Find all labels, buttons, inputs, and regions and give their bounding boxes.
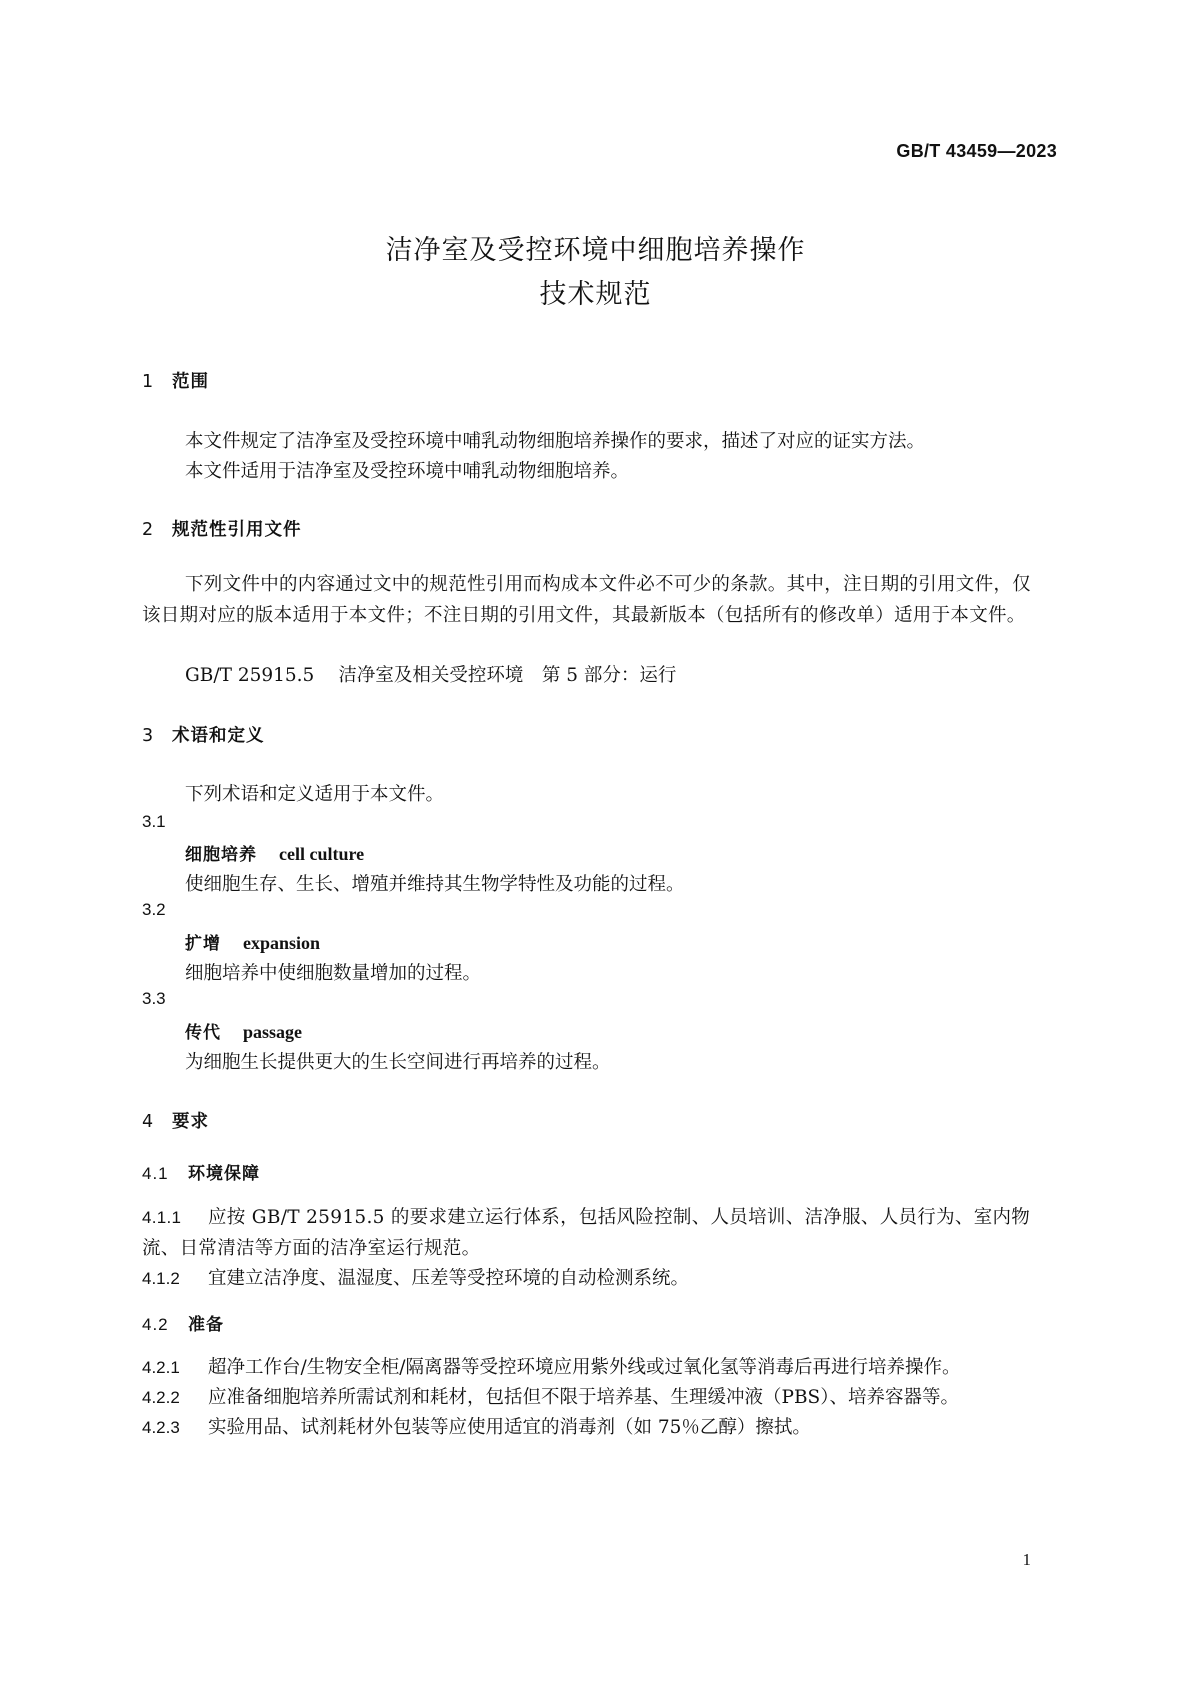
clause-number: 4.1.1: [142, 1208, 182, 1227]
section-title: 规范性引用文件: [172, 520, 302, 540]
subsection-heading: [142, 1159, 260, 1184]
section-title: 要求: [172, 1112, 209, 1132]
section-title: 范围: [172, 372, 209, 392]
term-entry: [185, 1018, 302, 1043]
page-number: 1: [1022, 1550, 1031, 1569]
clause: [142, 1264, 689, 1290]
term-number: 3.2: [142, 900, 166, 919]
normative-reference: [185, 661, 676, 687]
term-chinese: 扩增: [185, 934, 221, 954]
clause-text: 应准备细胞培养所需试剂和耗材，包括但不限于培养基、生理缓冲液（PBS）、培养容器等。: [208, 1387, 959, 1408]
subsection-heading: [142, 1310, 224, 1335]
clause: [142, 1202, 1047, 1264]
term-definition: 使细胞生存、生长、增殖并维持其生物学特性及功能的过程。: [185, 874, 685, 895]
term-chinese: 细胞培养: [185, 845, 257, 865]
term-chinese: 传代: [185, 1023, 221, 1043]
term-english: expansion: [243, 933, 321, 953]
term-number: 3.1: [142, 812, 166, 831]
section-heading: [142, 1108, 209, 1133]
clause: [142, 1413, 811, 1439]
clause-number: 4.2.2: [142, 1388, 180, 1407]
term-entry: [185, 840, 364, 865]
clause-number: 4.2.1: [142, 1358, 180, 1377]
clause-text: 实验用品、试剂耗材外包装等应使用适宜的消毒剂（如 75％乙醇）擦拭。: [208, 1417, 811, 1438]
term-definition: 为细胞生长提供更大的生长空间进行再培养的过程。: [185, 1052, 611, 1073]
term-english: passage: [243, 1022, 303, 1042]
section-number: 4: [142, 1112, 155, 1132]
clause-text: 超净工作台/生物安全柜/隔离器等受控环境应用紫外线或过氧化氢等消毒后再进行培养操作。: [208, 1357, 961, 1378]
subsection-title: 准备: [188, 1315, 224, 1335]
section-number: 3: [142, 726, 155, 746]
paragraph: 下列术语和定义适用于本文件。: [185, 784, 445, 805]
section-title: 术语和定义: [172, 726, 265, 746]
term-number: 3.3: [142, 989, 166, 1008]
subsection-number: 4.1: [142, 1164, 169, 1183]
document-title-line2: 技术规范: [539, 279, 652, 310]
clause-number: 4.2.3: [142, 1418, 180, 1437]
document-title-line1: 洁净室及受控环境中细胞培养操作: [385, 235, 806, 266]
clause: [142, 1353, 960, 1379]
paragraph: 本文件规定了洁净室及受控环境中哺乳动物细胞培养操作的要求，描述了对应的证实方法。: [185, 431, 926, 452]
section-number: 2: [142, 520, 155, 540]
standard-number: GB/T 43459—2023: [896, 141, 1057, 161]
section-number: 1: [142, 372, 155, 392]
reference-title: 洁净室及相关受控环境 第 5 部分：运行: [338, 665, 677, 686]
section-heading: [142, 722, 265, 747]
reference-code: GB/T 25915.5: [185, 665, 315, 686]
term-definition: 细胞培养中使细胞数量增加的过程。: [185, 963, 482, 984]
clause: [142, 1383, 959, 1409]
clause-number: 4.1.2: [142, 1269, 180, 1288]
term-english: cell culture: [279, 844, 365, 864]
subsection-title: 环境保障: [188, 1164, 260, 1184]
clause-text: 应按 GB/T 25915.5 的要求建立运行体系，包括风险控制、人员培训、洁净服、人员行为、室内物流、日常清洁等方面的洁净室运行规范。: [142, 1207, 1031, 1259]
section-heading: [142, 368, 209, 393]
clause-text: 宜建立洁净度、温湿度、压差等受控环境的自动检测系统。: [208, 1268, 690, 1289]
subsection-number: 4.2: [142, 1315, 169, 1334]
paragraph: 下列文件中的内容通过文中的规范性引用而构成本文件必不可少的条款。其中，注日期的引用文件，仅该日期对应的版本适用于本文件；不注日期的引用文件，其最新版本（包括所有的修改单）适用于本文件。: [142, 574, 1032, 626]
paragraph: 本文件适用于洁净室及受控环境中哺乳动物细胞培养。: [185, 461, 630, 482]
section-heading: [142, 516, 302, 541]
term-entry: [185, 929, 320, 954]
